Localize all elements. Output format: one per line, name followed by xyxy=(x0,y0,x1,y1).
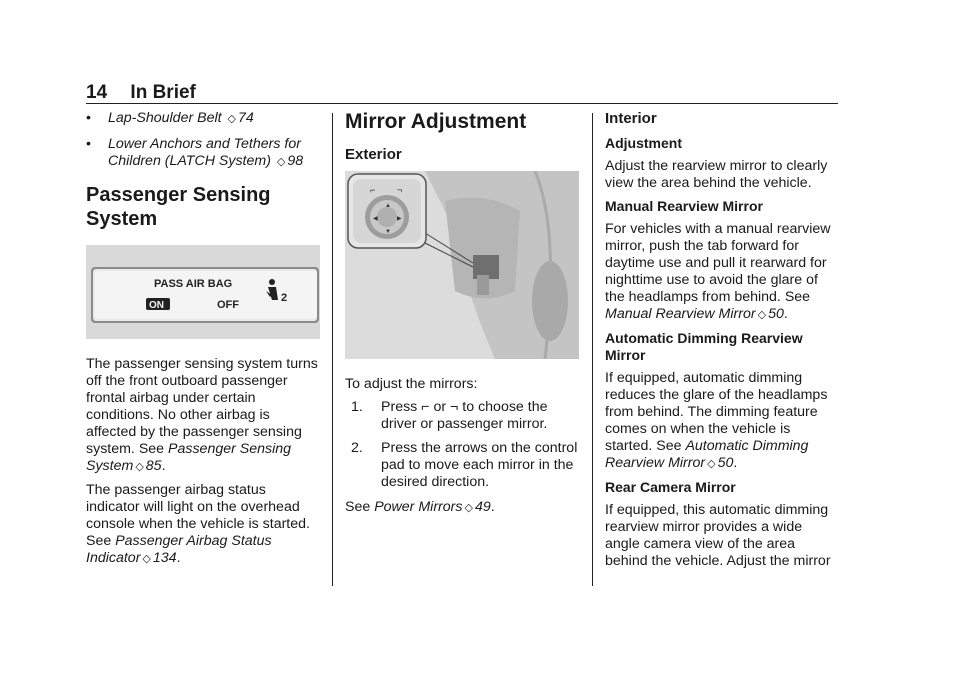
column-divider-2 xyxy=(592,113,593,586)
indicator-title: PASS AIR BAG xyxy=(154,278,233,290)
mirror-control-figure xyxy=(345,171,581,364)
indicator-suffix: 2 xyxy=(281,292,288,304)
cross-reference[interactable]: Power Mirrors xyxy=(374,499,463,515)
paragraph: If equipped, automatic dimming reduces the glare of the headlamps from behind. The dimming feature comes on when the vehicle is started. See Automatic Dimming Rearview Mirror ◇ 50. xyxy=(605,370,828,471)
cross-reference[interactable]: Passenger Airbag Status Indicator xyxy=(86,533,272,566)
paragraph: For vehicles with a manual rearview mirror, push the tab forward for daytime use and pull it rearward for nighttime use to avoid the glare of the headlamps from behind. See Manual Rearview Mirror ◇ 50. xyxy=(605,221,831,322)
page-ref-icon: ◇ xyxy=(135,461,144,473)
arrow-down-icon: ▼ xyxy=(385,229,391,235)
cross-reference[interactable]: Automatic Dimming Rearview Mirror xyxy=(605,438,809,471)
topic-heading: Rear Camera Mirror xyxy=(605,479,736,495)
right-mirror-icon: ¬ xyxy=(397,185,403,195)
cross-reference[interactable]: Passenger Sensing System xyxy=(86,441,292,474)
list-item: 1. Press ⌐ or ¬ to choose the driver or passenger mirror. xyxy=(351,399,548,432)
steps-list xyxy=(345,399,581,491)
list-item: 2. Press the arrows on the control pad to move each mirror in the desired direction. xyxy=(351,440,578,490)
column-2 xyxy=(345,110,581,523)
page-ref-icon: ◇ xyxy=(757,309,767,321)
topic-heading: Automatic Dimming Rearview Mirror xyxy=(605,330,803,363)
header-rule xyxy=(86,103,838,104)
page-ref-icon: ◇ xyxy=(142,553,151,565)
page-reference[interactable]: 85 xyxy=(145,458,162,474)
bullet-text[interactable]: Lower Anchors and Tethers for Children (LATCH System) xyxy=(108,136,301,169)
bullet-item: • Lower Anchors and Tethers for Children (LATCH System) ◇ 98 xyxy=(86,136,304,169)
page-header xyxy=(86,82,214,104)
column-divider-1 xyxy=(332,113,333,586)
bullet-text[interactable]: Lap-Shoulder Belt xyxy=(108,110,222,126)
airbag-indicator-figure xyxy=(86,245,320,344)
paragraph: The passenger airbag status indicator will light on the overhead console when the vehicle is started. See Passenger Airbag Status Indicator ◇ 134. xyxy=(86,482,310,566)
page-ref-icon: ◇ xyxy=(276,156,286,168)
column-3 xyxy=(605,110,840,576)
right-mirror-select-icon: ¬ xyxy=(450,399,459,415)
page-number: 14 xyxy=(86,82,108,103)
arrow-right-icon: ▶ xyxy=(397,216,402,222)
section-title: In Brief xyxy=(130,82,196,103)
subsection-heading: Interior xyxy=(605,110,657,127)
indicator-off: OFF xyxy=(217,299,239,311)
subsection-heading: Exterior xyxy=(345,146,402,163)
column-1 xyxy=(86,110,320,574)
paragraph: See Power Mirrors ◇ 49. xyxy=(345,499,495,515)
page-reference[interactable]: 49 xyxy=(474,499,491,515)
paragraph: If equipped, this automatic dimming rearview mirror provides a wide angle camera view of the area behind the vehicle. Adjust the mirror xyxy=(605,502,831,569)
bullet-item: • Lap-Shoulder Belt ◇ 74 xyxy=(86,110,254,126)
paragraph: The passenger sensing system turns off the front outboard passenger frontal airbag under certain conditions. No other airbag is affected by the passenger sensing system. See Passenger Sensing System ◇ 85. xyxy=(86,356,318,474)
page-ref-icon: ◇ xyxy=(464,502,473,514)
paragraph: Adjust the rearview mirror to clearly view the area behind the vehicle. xyxy=(605,158,828,191)
section-heading: Mirror Adjustment xyxy=(345,110,527,133)
page-ref-icon: ◇ xyxy=(707,458,716,470)
intro-text: To adjust the mirrors: xyxy=(345,376,478,392)
arrow-left-icon: ◀ xyxy=(373,216,378,222)
topic-heading: Adjustment xyxy=(605,135,682,151)
page-ref-icon: ◇ xyxy=(227,113,236,125)
left-mirror-select-icon: ⌐ xyxy=(421,399,430,415)
cross-reference[interactable]: Manual Rearview Mirror xyxy=(605,306,756,322)
page-reference[interactable]: 50 xyxy=(768,306,784,322)
bullet-page[interactable]: 98 xyxy=(287,153,304,169)
page-reference[interactable]: 134 xyxy=(152,550,177,566)
indicator-on: ON xyxy=(149,300,164,311)
left-mirror-icon: ⌐ xyxy=(370,185,376,195)
page-reference[interactable]: 50 xyxy=(717,455,734,471)
section-heading: Passenger Sensing System xyxy=(86,184,271,230)
bullet-page[interactable]: 74 xyxy=(238,110,254,126)
arrow-up-icon: ▲ xyxy=(385,203,391,209)
topic-heading: Manual Rearview Mirror xyxy=(605,198,763,214)
